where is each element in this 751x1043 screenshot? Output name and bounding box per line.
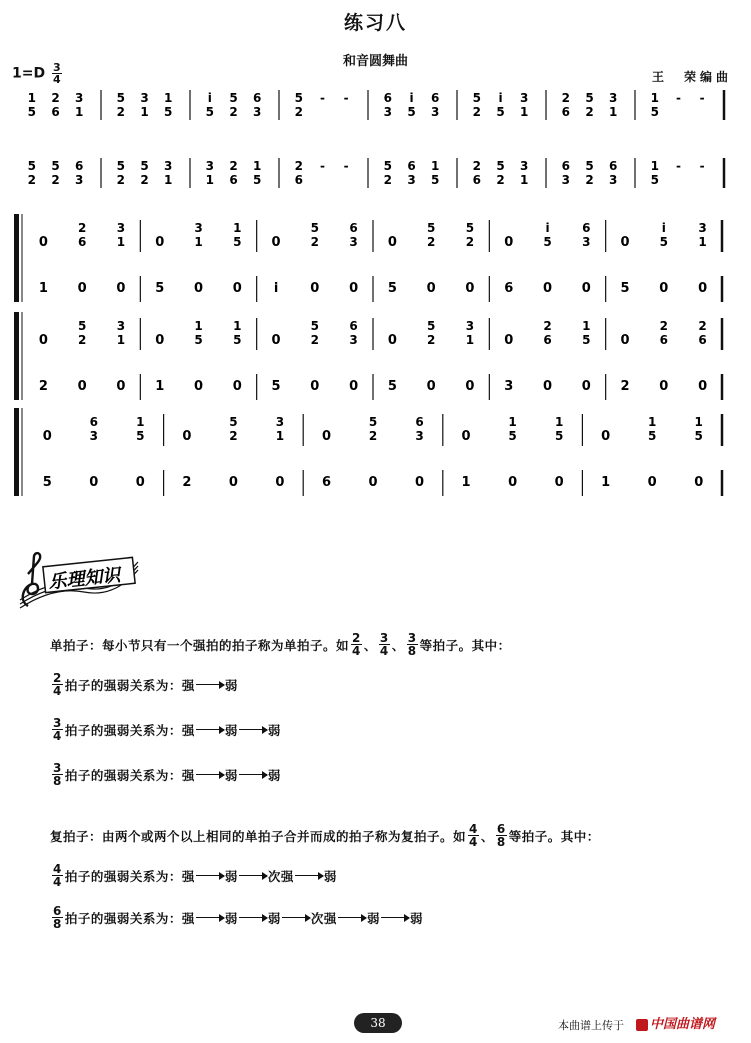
melody-row-1-note-lower: 2 <box>116 105 126 119</box>
arrow-right-icon <box>196 917 224 919</box>
piano-row-2-bass-note: 0 <box>542 379 553 394</box>
key-label: 1=D <box>12 65 46 82</box>
piano-row-1-bass-note: 0 <box>77 281 87 296</box>
melody-row-2-note-lower: 3 <box>407 173 416 187</box>
piano-row-3-treble-note-upper: 6 <box>89 415 98 429</box>
piano-row-3-bass-note: 0 <box>415 475 425 490</box>
beat-strength: 弱 <box>224 767 238 783</box>
piano-row-1-bass-note: i <box>273 281 279 296</box>
piano-row-1-bass-note: 0 <box>193 281 204 296</box>
piano-row-3-treble-note-upper: 1 <box>694 415 703 429</box>
time-sig-numerator: 3 <box>52 61 61 74</box>
arrow-right-icon <box>282 917 310 919</box>
melody-row-2-note-upper: 6 <box>74 159 84 173</box>
melody-row-1-note-upper: i <box>207 91 212 105</box>
simple-meter-definition: 单拍子：每小节只有一个强拍的拍子称为单拍子。如 $\frac{2}{4}$ 、 $\frac{3}{4}$ 、 $\frac{3}{8}$ 等拍子。其中： <box>50 631 511 658</box>
piano-row-1-treble-rest: 0 <box>38 235 48 250</box>
piano-row-1-bass-note: 0 <box>310 281 320 296</box>
melody-row-1-note-upper: 2 <box>51 91 60 105</box>
time-signature: $\frac{6}{8}$ <box>53 904 62 931</box>
piano-row-2-treble-note-upper: 3 <box>465 319 475 333</box>
piano-row-3-bass-note: 2 <box>182 475 192 490</box>
piano-row-1-treble-note-lower: 1 <box>698 235 707 249</box>
piano-row-2-bass-note: 0 <box>77 379 87 394</box>
piano-row-1-treble-rest: 0 <box>271 235 281 250</box>
piano-row-1-treble-note-lower: 6 <box>77 235 87 249</box>
melody-row-2-note-lower: 5 <box>650 173 660 187</box>
melody-row-1-note-upper: 5 <box>229 91 238 105</box>
piano-row-2-treble-rest: 0 <box>387 333 397 348</box>
melody-row-2-note-lower: 6 <box>229 173 238 187</box>
melody-row-1-note-lower: 2 <box>294 105 304 119</box>
piano-row-2-bass-note: 0 <box>465 379 475 394</box>
melody-row-1-note-upper: 1 <box>27 91 37 105</box>
melody-row-2-note-lower: 1 <box>205 173 215 187</box>
piano-row-2-treble-note-lower: 2 <box>426 333 436 347</box>
simple-meter-rule <box>50 717 281 742</box>
site-logo-icon <box>636 1019 648 1031</box>
melody-row-2-note-lower: 2 <box>27 173 37 187</box>
melody-row-2-note-lower: 5 <box>252 173 262 187</box>
piano-row-2-treble-note-upper: 1 <box>194 319 203 333</box>
melody-row-2-note-upper: 6 <box>561 159 571 173</box>
arrow-right-icon <box>239 774 267 776</box>
site-logo <box>636 1013 715 1032</box>
piano-row-3-treble-note-lower: 5 <box>694 429 703 443</box>
time-signature: $\frac{2}{4}$ <box>53 671 62 698</box>
piano-row-3-treble-note-lower: 2 <box>229 429 238 443</box>
melody-row-2-note-lower: 6 <box>294 173 304 187</box>
melody-row-2-note-lower: 2 <box>140 173 149 187</box>
piano-row-2-treble-note-lower: 2 <box>77 333 87 347</box>
melody-row-1-note-upper: 5 <box>585 91 594 105</box>
piano-row-3-bass-note: 0 <box>135 475 145 490</box>
piano-row-1-treble-note-upper: 3 <box>116 221 126 235</box>
piano-row-2-bass-note: 0 <box>426 379 436 394</box>
piano-row-3-treble-rest: 0 <box>182 429 192 444</box>
piano-row-3-bass-note: 0 <box>228 475 238 490</box>
melody-row-1-note-lower: 5 <box>650 105 660 119</box>
beat-strength: 弱 <box>409 910 423 926</box>
piano-row-2-treble-note-upper: 6 <box>349 319 358 333</box>
piano-row-2-treble-rest: 0 <box>38 333 48 348</box>
beat-strength: 弱 <box>323 868 337 884</box>
compound-meter-rule <box>50 863 337 888</box>
simple-meter-rule <box>50 672 238 697</box>
piano-row-3-treble-note-upper: 5 <box>368 415 378 429</box>
piano-row-1-bass-note: 0 <box>698 281 708 296</box>
arrow-right-icon <box>196 875 224 877</box>
piano-row-3-treble-rest: 0 <box>42 429 52 444</box>
piano-row-3-treble-note-upper: 1 <box>648 415 657 429</box>
piano-row-1-treble-note-upper: 5 <box>310 221 320 235</box>
piano-row-2-treble-note-lower: 5 <box>582 333 591 347</box>
melody-row-2-note-upper: - <box>699 159 705 173</box>
piano-row-3-treble-note-upper: 6 <box>415 415 424 429</box>
melody-row-2-note-upper: 5 <box>116 159 126 173</box>
piano-row-1-bass-note: 0 <box>659 281 669 296</box>
melody-row-1-note-upper: 5 <box>472 91 482 105</box>
simple-meter-rule <box>50 762 281 787</box>
piano-row-2-bass-note: 0 <box>698 379 708 394</box>
melody-row-2-note-lower: 1 <box>519 173 529 187</box>
melody-row-1-note-lower: 3 <box>252 105 262 119</box>
piano-row-2-treble-note-lower: 1 <box>116 333 126 347</box>
piano-row-1-treble-note-lower: 5 <box>659 235 669 249</box>
piano-row-1-treble-note-upper: 6 <box>582 221 591 235</box>
piano-row-2-treble-note-upper: 1 <box>582 319 591 333</box>
beat-strength: 弱 <box>224 722 238 738</box>
piano-row-3-bass-note: 6 <box>321 475 331 490</box>
melody-row-1-note-lower: 5 <box>205 105 215 119</box>
piano-row-2-treble-note-lower: 6 <box>659 333 669 347</box>
arrow-right-icon <box>196 774 224 776</box>
melody-row-2-note-lower: 2 <box>496 173 505 187</box>
piano-row-1-treble-rest: 0 <box>504 235 514 250</box>
beat-strength: 强 <box>181 677 195 693</box>
melody-row-2-note-upper: 1 <box>252 159 262 173</box>
piano-row-1-treble-note-upper: 5 <box>465 221 475 235</box>
piano-row-1-treble-note-upper: i <box>661 221 666 235</box>
melody-row-2-note-upper: 3 <box>205 159 215 173</box>
compound-meter-definition: 复拍子：由两个或两个以上相同的单拍子合并而成的拍子称为复拍子。如 $\frac{4}{4}$ 、 $\frac{6}{8}$ 等拍子。其中： <box>50 822 600 849</box>
piano-row-1-treble-note-lower: 2 <box>310 235 320 249</box>
piano-row-2-treble-note-lower: 2 <box>310 333 320 347</box>
melody-row-2-note-lower: 1 <box>163 173 173 187</box>
piano-row-1-bass-note: 0 <box>465 281 475 296</box>
piano-row-3-bass-note: 0 <box>89 475 99 490</box>
melody-row-2-note-upper: 5 <box>585 159 594 173</box>
melody-row-2-note-upper: 1 <box>430 159 440 173</box>
piano-row-2-treble-note-upper: 5 <box>310 319 320 333</box>
piano-row-3-bass-note: 0 <box>647 475 657 490</box>
rule-text: 拍子的强弱关系为： <box>64 722 182 738</box>
piano-row-1-treble-note-upper: 6 <box>349 221 358 235</box>
melody-row-1-note-upper: 3 <box>140 91 149 105</box>
piano-row-2-bass-note: 0 <box>659 379 669 394</box>
piano-row-3-treble-note-upper: 1 <box>554 415 564 429</box>
piano-row-2-bass-note: 0 <box>193 379 204 394</box>
melody-row-2-note-upper: 2 <box>472 159 482 173</box>
piano-row-2-bass-note: 0 <box>232 379 242 394</box>
piano-row-1-treble-note-lower: 3 <box>349 235 358 249</box>
piano-row-2-bass-note: 5 <box>387 379 397 394</box>
piano-row-2-treble-note-upper: 5 <box>426 319 436 333</box>
beat-strength: 弱 <box>267 767 281 783</box>
beat-strength: 次强 <box>310 910 337 926</box>
piano-row-1-treble-note-lower: 5 <box>543 235 552 249</box>
melody-row-2-note-upper: 3 <box>519 159 529 173</box>
melody-row-2-note-upper: - <box>343 159 349 173</box>
melody-row-1-note-lower: 6 <box>561 105 571 119</box>
arrow-right-icon <box>196 729 224 731</box>
piano-row-2-treble-note-lower: 5 <box>233 333 242 347</box>
melody-row-1-note-upper: 6 <box>430 91 440 105</box>
beat-strength: 强 <box>181 767 195 783</box>
piano-row-1-bass-note: 1 <box>38 281 48 296</box>
piano-row-3-treble-rest: 0 <box>321 429 331 444</box>
melody-row-2-note-upper: - <box>320 159 325 173</box>
melody-row-2-note-upper: - <box>676 159 681 173</box>
piano-row-2-bass-note: 1 <box>155 379 165 394</box>
melody-row-1-note-upper: 5 <box>294 91 304 105</box>
piano-row-3-treble-note-lower: 2 <box>368 429 378 443</box>
melody-row-2-note-upper: 6 <box>407 159 416 173</box>
melody-row-2-note-upper: 5 <box>496 159 505 173</box>
site-name: 中国曲谱网 <box>650 1017 716 1032</box>
piano-row-3-treble-note-upper: 3 <box>275 415 285 429</box>
piano-row-2-treble-rest: 0 <box>504 333 514 348</box>
rule-text: 拍子的强弱关系为： <box>64 677 182 693</box>
piano-row-3-bass-note: 0 <box>368 475 378 490</box>
arrow-right-icon <box>239 875 267 877</box>
piano-row-3-bass-note: 0 <box>508 475 518 490</box>
piano-row-3-treble-note-lower: 3 <box>89 429 98 443</box>
melody-row-1-note-upper: 6 <box>252 91 262 105</box>
beat-strength: 弱 <box>224 910 238 926</box>
melody-row-2-note-lower: 2 <box>116 173 126 187</box>
piano-row-1-bass-note: 0 <box>349 281 359 296</box>
melody-row-1-note-upper: - <box>320 91 325 105</box>
logo-text: 乐理知识 <box>47 564 122 594</box>
piano-row-2-treble-rest: 0 <box>271 333 281 348</box>
melody-row-2-note-lower: 2 <box>383 173 393 187</box>
arrow-right-icon <box>338 917 366 919</box>
melody-row-2-note-lower: 5 <box>430 173 440 187</box>
beat-strength: 弱 <box>267 910 281 926</box>
time-sig-denominator: 4 <box>52 73 61 86</box>
melody-row-2-note-upper: 1 <box>650 159 660 173</box>
piano-row-1-treble-note-upper: 1 <box>233 221 242 235</box>
piano-row-3-bass-note: 1 <box>461 475 471 490</box>
melody-row-1-note-upper: i <box>498 91 503 105</box>
piano-row-1-treble-rest: 0 <box>387 235 397 250</box>
composer-credit: 王 荣编曲 <box>652 70 733 84</box>
beat-strength: 强 <box>181 868 195 884</box>
piano-row-3-treble-rest: 0 <box>461 429 471 444</box>
melody-row-1-note-lower: 5 <box>27 105 37 119</box>
upload-note: 本曲谱上传于 <box>558 1019 624 1032</box>
time-signature: $\frac{3}{8}$ <box>53 761 62 788</box>
piano-row-3-brace <box>14 408 19 496</box>
melody-row-1-note-lower: 2 <box>229 105 238 119</box>
melody-row-1-note-upper: - <box>699 91 705 105</box>
piano-row-3-treble-note-lower: 1 <box>275 429 285 443</box>
piano-row-3-treble-note-lower: 5 <box>136 429 145 443</box>
piano-row-1-treble-note-lower: 2 <box>426 235 436 249</box>
melody-row-1-note-lower: 6 <box>51 105 60 119</box>
piano-row-2-treble-note-upper: 3 <box>116 319 126 333</box>
time-signature: $\frac{4}{4}$ <box>53 862 62 889</box>
piano-row-1-treble-note-upper: 5 <box>426 221 436 235</box>
melody-row-1-note-upper: - <box>343 91 349 105</box>
piano-row-1-bass-note: 0 <box>232 281 242 296</box>
melody-row-1-note-lower: 5 <box>163 105 173 119</box>
melody-row-1-note-lower: 2 <box>472 105 482 119</box>
piano-row-1-bass-note: 0 <box>116 281 126 296</box>
melody-row-2-note-lower: 6 <box>472 173 482 187</box>
piano-row-2-treble-note-lower: 6 <box>543 333 552 347</box>
melody-row-2-note-upper: 5 <box>51 159 60 173</box>
beat-strength: 弱 <box>366 910 380 926</box>
piano-row-3-treble-note-lower: 5 <box>554 429 564 443</box>
time-signature: $\frac{3}{4}$ <box>53 716 62 743</box>
piano-row-1-treble-note-lower: 1 <box>194 235 203 249</box>
melody-row-2-note-upper: 5 <box>27 159 37 173</box>
melody-row-2-note-upper: 3 <box>163 159 173 173</box>
melody-row-2-note-upper: 2 <box>294 159 304 173</box>
melody-row-1-note-upper: i <box>409 91 414 105</box>
melody-row-2-note-upper: 5 <box>140 159 149 173</box>
beat-strength: 强 <box>181 910 195 926</box>
melody-row-1-note-lower: 1 <box>74 105 84 119</box>
exercise-title: 练习八 <box>343 12 407 34</box>
piano-row-1-treble-note-lower: 3 <box>582 235 591 249</box>
melody-row-1-note-lower: 5 <box>496 105 505 119</box>
melody-row-1-note-upper: 1 <box>163 91 173 105</box>
piano-row-2-treble-rest: 0 <box>155 333 165 348</box>
piano-row-2-brace <box>14 312 19 400</box>
piano-row-1-treble-note-lower: 5 <box>233 235 242 249</box>
piano-row-1-bass-note: 6 <box>504 281 514 296</box>
piano-row-1-treble-note-upper: 3 <box>194 221 203 235</box>
melody-row-1-note-upper: - <box>676 91 681 105</box>
melody-row-1-note-upper: 3 <box>74 91 84 105</box>
piano-row-3-treble-note-lower: 5 <box>648 429 657 443</box>
beat-strength: 次强 <box>267 868 294 884</box>
compound-meter-rule <box>50 905 423 930</box>
piano-row-3-treble-note-lower: 5 <box>508 429 517 443</box>
melody-row-1-note-upper: 1 <box>650 91 660 105</box>
arrow-right-icon <box>381 917 409 919</box>
beat-strength: 强 <box>181 722 195 738</box>
piano-row-2-bass-note: 0 <box>116 379 126 394</box>
piano-row-2-bass-note: 0 <box>349 379 359 394</box>
melody-row-1-note-lower: 1 <box>140 105 149 119</box>
numbered-score <box>0 0 751 520</box>
melody-row-1-note-upper: 3 <box>608 91 618 105</box>
piano-row-2-treble-note-upper: 1 <box>233 319 242 333</box>
beat-strength: 弱 <box>224 677 238 693</box>
melody-row-2-note-lower: 3 <box>608 173 618 187</box>
melody-row-1-note-upper: 5 <box>116 91 126 105</box>
piano-row-1-brace <box>14 214 19 302</box>
piano-row-1-treble-rest: 0 <box>155 235 165 250</box>
melody-row-1-note-lower: 5 <box>407 105 416 119</box>
piano-row-2-treble-note-upper: 2 <box>698 319 707 333</box>
piano-row-2-treble-note-upper: 2 <box>659 319 669 333</box>
piano-row-1-treble-note-upper: i <box>545 221 550 235</box>
piano-row-3-bass-note: 0 <box>554 475 564 490</box>
piano-row-3-treble-rest: 0 <box>601 429 611 444</box>
melody-row-2-note-upper: 2 <box>229 159 238 173</box>
melody-row-1-note-lower: 2 <box>585 105 594 119</box>
piano-row-2-treble-note-lower: 5 <box>194 333 203 347</box>
piano-row-3-treble-note-upper: 1 <box>136 415 145 429</box>
melody-row-2-note-upper: 6 <box>608 159 618 173</box>
page-number: 38 <box>354 1013 402 1033</box>
piano-row-1-bass-note: 5 <box>387 281 397 296</box>
piano-row-2-treble-note-lower: 1 <box>465 333 475 347</box>
rule-text: 拍子的强弱关系为： <box>64 868 182 884</box>
piano-row-3-bass-note: 0 <box>275 475 285 490</box>
piano-row-3-bass-note: 0 <box>694 475 704 490</box>
melody-row-1-note-lower: 3 <box>430 105 440 119</box>
piano-row-1-bass-note: 0 <box>542 281 553 296</box>
piano-row-2-treble-note-lower: 6 <box>698 333 707 347</box>
melody-row-1-note-upper: 2 <box>561 91 571 105</box>
piano-row-2-treble-note-upper: 5 <box>77 319 87 333</box>
melody-row-1-note-lower: 1 <box>519 105 529 119</box>
piano-row-3-treble-note-upper: 1 <box>508 415 517 429</box>
piano-row-2-bass-note: 0 <box>310 379 320 394</box>
piano-row-3-treble-note-lower: 3 <box>415 429 424 443</box>
piano-row-2-bass-note: 0 <box>581 379 591 394</box>
piano-row-1-treble-rest: 0 <box>620 235 630 250</box>
piano-row-2-treble-note-lower: 3 <box>349 333 358 347</box>
rule-text: 拍子的强弱关系为： <box>64 910 182 926</box>
rule-text: 拍子的强弱关系为： <box>64 767 182 783</box>
piano-row-1-bass-note: 0 <box>426 281 436 296</box>
melody-row-2-note-lower: 2 <box>51 173 60 187</box>
piano-row-3-bass-note: 1 <box>601 475 611 490</box>
arrow-right-icon <box>295 875 323 877</box>
piano-row-1-bass-note: 5 <box>620 281 630 296</box>
piece-subtitle: 和音圆舞曲 <box>342 54 408 69</box>
melody-row-1-note-lower: 3 <box>383 105 393 119</box>
arrow-right-icon <box>239 917 267 919</box>
melody-row-1-note-upper: 6 <box>383 91 393 105</box>
piano-row-1-treble-note-lower: 2 <box>465 235 475 249</box>
melody-row-1-note-upper: 3 <box>519 91 529 105</box>
arrow-right-icon <box>196 684 224 686</box>
melody-row-1-note-lower: 1 <box>608 105 618 119</box>
piano-row-2-bass-note: 2 <box>620 379 630 394</box>
arrow-right-icon <box>239 729 267 731</box>
piano-row-3-treble-note-upper: 5 <box>229 415 238 429</box>
piano-row-2-bass-note: 2 <box>38 379 48 394</box>
piano-row-3-bass-note: 5 <box>42 475 52 490</box>
piano-row-1-treble-note-upper: 2 <box>77 221 87 235</box>
piano-row-1-treble-note-upper: 3 <box>698 221 707 235</box>
piano-row-1-bass-note: 0 <box>581 281 591 296</box>
melody-row-2-note-lower: 3 <box>561 173 571 187</box>
melody-row-2-note-upper: 5 <box>383 159 393 173</box>
melody-row-2-note-lower: 3 <box>74 173 84 187</box>
melody-row-2-note-lower: 2 <box>585 173 594 187</box>
beat-strength: 弱 <box>267 722 281 738</box>
piano-row-2-treble-rest: 0 <box>620 333 630 348</box>
piano-row-1-treble-note-lower: 1 <box>116 235 126 249</box>
piano-row-2-bass-note: 5 <box>271 379 281 394</box>
beat-strength: 弱 <box>224 868 238 884</box>
music-theory-logo <box>14 548 142 610</box>
piano-row-2-treble-note-upper: 2 <box>543 319 552 333</box>
piano-row-1-bass-note: 5 <box>155 281 165 296</box>
piano-row-2-bass-note: 3 <box>504 379 514 394</box>
